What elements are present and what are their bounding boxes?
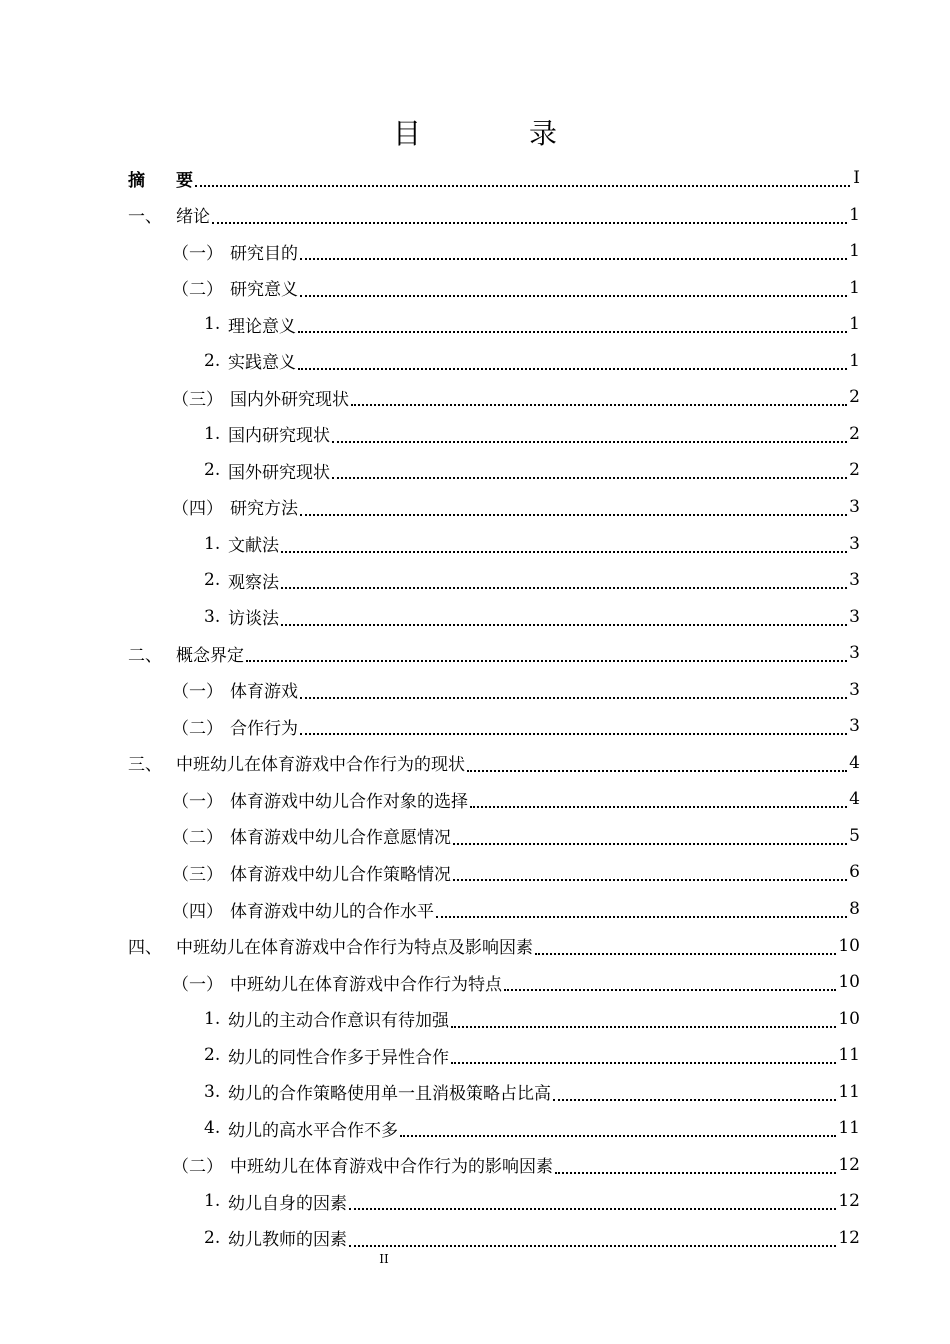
toc-leader-dots	[300, 295, 847, 297]
toc-leader-dots	[467, 770, 847, 772]
toc-entry[interactable]	[204, 1110, 860, 1146]
toc-entry-number: （二）	[172, 280, 223, 301]
toc-leader-dots	[504, 989, 836, 991]
toc-entry-label: 合作行为	[230, 718, 298, 739]
toc-leader-dots	[535, 953, 836, 955]
toc-entry-number: （三）	[172, 389, 223, 410]
toc-entry-label: 中班幼儿在体育游戏中合作行为的影响因素	[230, 1157, 553, 1178]
toc-leader-dots	[400, 1135, 836, 1137]
toc-entry-page: 1	[849, 241, 860, 262]
toc-entry-page: 3	[849, 570, 860, 591]
toc-entry[interactable]	[128, 197, 860, 233]
toc-entry-page: 12	[838, 1191, 860, 1212]
toc-entry-number: 1.	[204, 1191, 221, 1212]
toc-entry-label: 幼儿的主动合作意识有待加强	[228, 1011, 449, 1032]
toc-entry-number: （二）	[172, 718, 223, 739]
toc-leader-dots	[451, 1026, 836, 1028]
toc-entry-page: 3	[849, 679, 860, 700]
toc-entry-label: 研究意义	[230, 280, 298, 301]
toc-leader-dots	[436, 916, 847, 918]
toc-leader-dots	[300, 258, 847, 260]
toc-entry-page: 1	[849, 204, 860, 225]
toc-entry-number: 2.	[204, 1227, 221, 1248]
toc-entry-page: 1	[849, 277, 860, 298]
toc-entry-number: 摘	[128, 170, 145, 191]
toc-entry-number: 四、	[128, 938, 162, 959]
toc-entry-label: 体育游戏中幼儿的合作水平	[230, 901, 434, 922]
toc-entry-page: 10	[838, 972, 860, 993]
toc-entry[interactable]	[172, 708, 860, 744]
toc-entry-number: 2.	[204, 570, 221, 591]
toc-entry-page: 4	[849, 752, 860, 773]
toc-entry-page: 1	[849, 314, 860, 335]
toc-entry-label: 要	[176, 170, 193, 191]
toc-entry-page: 2	[849, 387, 860, 408]
toc-entry[interactable]	[128, 635, 860, 671]
toc-entry[interactable]	[204, 1220, 860, 1256]
toc-entry-label: 访谈法	[228, 609, 279, 630]
toc-entry[interactable]	[204, 599, 860, 635]
toc-entry-number: 3.	[204, 1081, 221, 1102]
toc-entry-page: 3	[849, 533, 860, 554]
toc-entry-page: 6	[849, 862, 860, 883]
toc-entry-number: （一）	[172, 974, 223, 995]
toc-entry[interactable]	[128, 745, 860, 781]
toc-leader-dots	[281, 551, 847, 553]
toc-leader-dots	[298, 368, 847, 370]
toc-entry[interactable]	[128, 160, 860, 196]
toc-entry-label: 研究方法	[230, 499, 298, 520]
toc-leader-dots	[451, 1062, 836, 1064]
toc-entry-page: 2	[849, 460, 860, 481]
toc-entry-label: 体育游戏中幼儿合作意愿情况	[230, 828, 451, 849]
toc-entry-number: 3.	[204, 606, 221, 627]
toc-entry-label: 实践意义	[228, 353, 296, 374]
toc-entry-page: 8	[849, 899, 860, 919]
toc-leader-dots	[332, 477, 847, 479]
toc-entry-page: 11	[838, 1118, 860, 1139]
toc-entry[interactable]	[172, 1147, 860, 1183]
toc-entry-label: 绪论	[176, 207, 210, 228]
toc-entry-number: 2.	[204, 350, 221, 371]
toc-entry-label: 幼儿的合作策略使用单一且消极策略占比高	[228, 1084, 551, 1105]
toc-entry-page: I	[853, 168, 860, 188]
toc-entry-number: 三、	[128, 755, 162, 776]
toc-leader-dots	[300, 733, 847, 735]
toc-leader-dots	[195, 185, 850, 187]
toc-leader-dots	[351, 404, 847, 406]
toc-leader-dots	[349, 1245, 836, 1247]
toc-entry-label: 国外研究现状	[228, 462, 330, 483]
toc-entry-label: 国内外研究现状	[230, 389, 349, 410]
toc-entry-page: 10	[838, 935, 860, 956]
toc-entry[interactable]	[172, 818, 860, 854]
toc-leader-dots	[332, 441, 847, 443]
toc-entry-page: 2	[849, 423, 860, 444]
toc-entry-page: 11	[838, 1081, 860, 1102]
toc-entry[interactable]	[172, 233, 860, 269]
toc-entry[interactable]	[204, 1001, 860, 1037]
toc-entry[interactable]	[172, 489, 860, 525]
toc-entry-number: （二）	[172, 828, 223, 849]
toc-entry-page: 11	[838, 1045, 860, 1066]
toc-entry[interactable]	[172, 672, 860, 708]
toc-entry-label: 文献法	[228, 536, 279, 556]
toc-entry-number: （一）	[172, 682, 223, 703]
toc-entry[interactable]	[172, 270, 860, 306]
toc-entry-label: 观察法	[228, 572, 279, 593]
toc-entry[interactable]	[128, 928, 860, 964]
toc-entry-label: 国内研究现状	[228, 426, 330, 447]
toc-entry-label: 幼儿的高水平合作不多	[228, 1120, 398, 1141]
toc-entry-page: 3	[849, 606, 860, 627]
toc-entry[interactable]	[204, 526, 860, 562]
toc-entry-page: 12	[838, 1227, 860, 1248]
toc-entry-page: 10	[838, 1008, 860, 1029]
toc-entry-number: 1.	[204, 533, 221, 554]
toc-entry[interactable]	[204, 452, 860, 488]
toc-entry[interactable]	[204, 1183, 860, 1219]
toc-entry-label: 概念界定	[176, 645, 244, 666]
toc-entry-number: 2.	[204, 460, 221, 481]
toc-entry-label: 体育游戏中幼儿合作策略情况	[230, 864, 451, 885]
toc-entry[interactable]	[204, 416, 860, 452]
toc-entry-label: 幼儿的同性合作多于异性合作	[228, 1047, 449, 1068]
toc-leader-dots	[453, 843, 847, 845]
toc-entry-number: （二）	[172, 1157, 223, 1178]
toc-leader-dots	[281, 624, 847, 626]
page-title: 目 录	[392, 117, 597, 150]
toc-leader-dots	[453, 879, 847, 881]
toc-entry-number: 一、	[128, 207, 162, 228]
toc-entry-page: 5	[849, 825, 860, 846]
toc-entry-number: （四）	[172, 901, 223, 922]
toc-entry-page: 12	[838, 1154, 860, 1175]
toc-entry-number: 1.	[204, 1008, 221, 1029]
toc-leader-dots	[300, 514, 847, 516]
toc-entry[interactable]	[172, 379, 860, 415]
toc-leader-dots	[281, 587, 847, 589]
toc-leader-dots	[470, 806, 847, 808]
toc-leader-dots	[246, 660, 847, 662]
toc-entry-label: 研究目的	[230, 243, 298, 264]
toc-leader-dots	[212, 222, 847, 224]
toc-entry-number: 1.	[204, 423, 221, 444]
toc-entry-label: 幼儿自身的因素	[228, 1193, 347, 1214]
toc-entry-page: 1	[849, 350, 860, 371]
toc-entry-label: 体育游戏中幼儿合作对象的选择	[230, 791, 468, 812]
toc-leader-dots	[553, 1099, 836, 1101]
toc-entry-label: 理论意义	[228, 316, 296, 337]
toc-entry-number: （四）	[172, 499, 223, 520]
toc-entry-page: 3	[849, 643, 860, 664]
toc-entry-number: 1.	[204, 314, 221, 335]
toc-entry-label: 幼儿教师的因素	[228, 1230, 347, 1251]
toc-entry[interactable]	[172, 854, 860, 890]
toc-leader-dots	[298, 331, 847, 333]
toc-entry-label: 体育游戏	[230, 682, 298, 703]
toc-entry-label: 中班幼儿在体育游戏中合作行为特点	[230, 974, 502, 995]
toc-entry[interactable]	[204, 306, 860, 342]
toc-entry[interactable]	[172, 781, 860, 817]
toc-entry[interactable]	[204, 1074, 860, 1110]
toc-entry-page: 4	[849, 789, 860, 810]
toc-entry-label: 中班幼儿在体育游戏中合作行为特点及影响因素	[176, 938, 533, 959]
toc-leader-dots	[349, 1208, 836, 1210]
toc-entry-number: 二、	[128, 645, 162, 666]
toc-entry-number: 4.	[204, 1118, 221, 1139]
toc-entry[interactable]	[204, 562, 860, 598]
toc-entry-number: （一）	[172, 791, 223, 812]
page-number: II	[379, 1252, 389, 1266]
toc-entry[interactable]	[204, 343, 860, 379]
toc-entry-label: 中班幼儿在体育游戏中合作行为的现状	[176, 755, 465, 776]
toc-entry[interactable]	[172, 964, 860, 1000]
toc-leader-dots	[300, 697, 847, 699]
toc-entry[interactable]	[204, 1037, 860, 1073]
toc-entry-page: 3	[849, 496, 860, 517]
toc-entry[interactable]	[172, 891, 860, 927]
toc-entry-number: （三）	[172, 864, 223, 885]
toc-entry-number: 2.	[204, 1045, 221, 1066]
toc-entry-number: （一）	[172, 243, 223, 264]
toc-entry-page: 3	[849, 716, 860, 737]
toc-leader-dots	[555, 1172, 836, 1174]
